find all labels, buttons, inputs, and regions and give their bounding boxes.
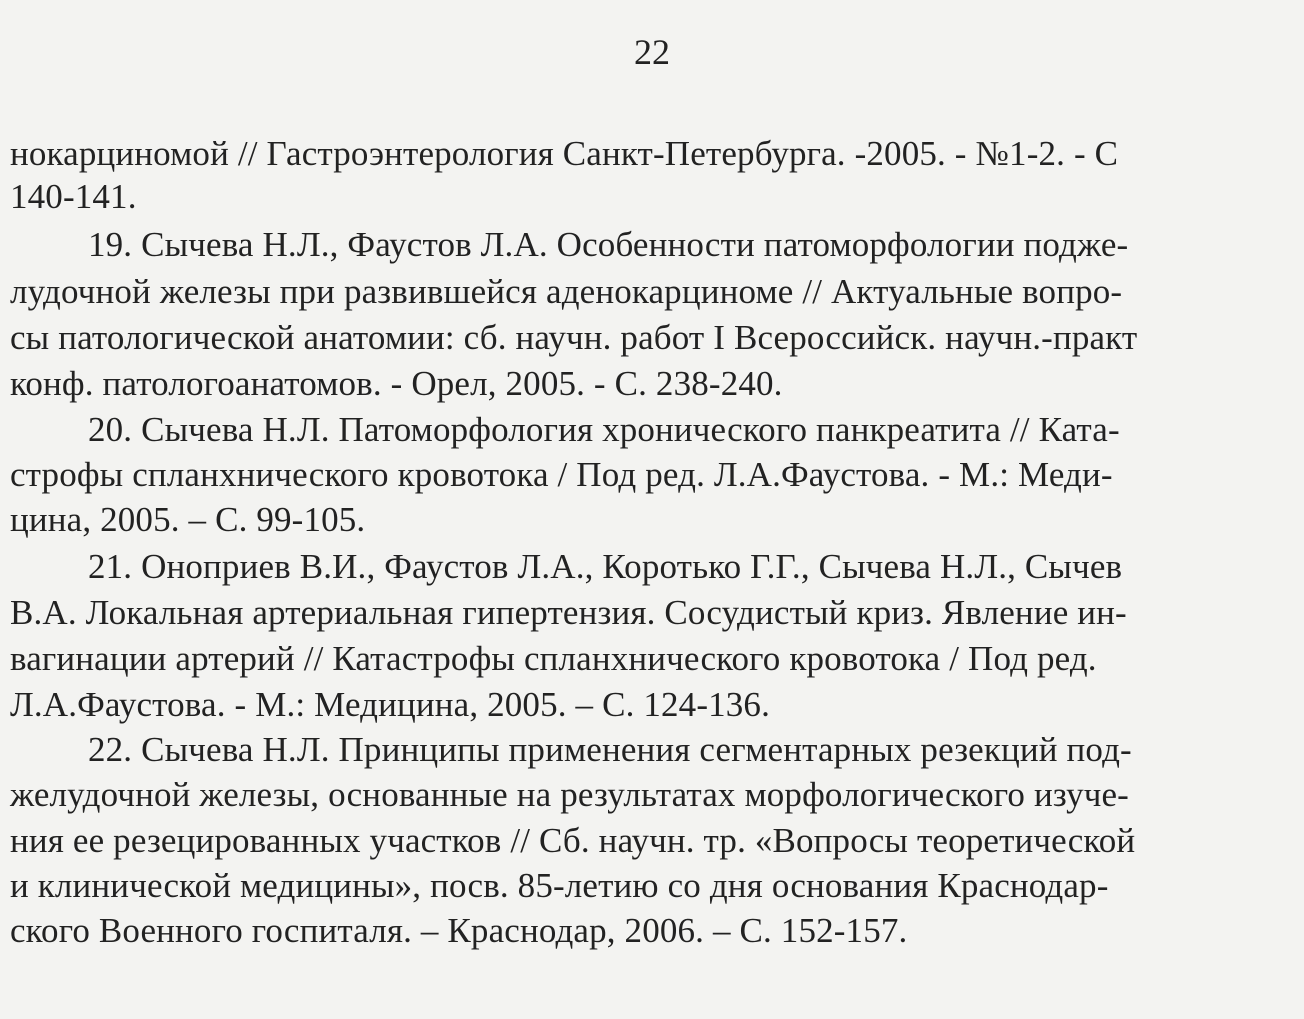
reference-22-line: 22. Сычева Н.Л. Принципы применения сегментарных резекций под- <box>88 730 1132 769</box>
text-line: вагинации артерий // Катастрофы спланхнического кровотока / Под ред. <box>10 639 1097 678</box>
text-line: ния ее резецированных участков // Сб. научн. тр. «Вопросы теоретической <box>10 821 1136 860</box>
text-line: нокарциномой // Гастроэнтерология Санкт-Петербурга. -2005. - №1-2. - С <box>10 134 1119 173</box>
text-line: и клинической медицины», посв. 85-летию со дня основания Краснодар- <box>10 866 1109 905</box>
text-line: желудочной железы, основанные на результатах морфологического изуче- <box>10 775 1129 814</box>
text-line: цина, 2005. – С. 99-105. <box>10 500 366 539</box>
text-line: сы патологической анатомии: сб. научн. работ I Всероссийск. научн.-практ <box>10 318 1138 357</box>
text-line: лудочной железы при развившейся аденокарциноме // Актуальные вопро- <box>10 272 1123 311</box>
text-line: 140-141. <box>10 177 137 216</box>
reference-20-line: 20. Сычева Н.Л. Патоморфология хронического панкреатита // Ката- <box>88 410 1120 449</box>
text-line: Л.А.Фаустова. - М.: Медицина, 2005. – С. 124-136. <box>10 685 770 724</box>
text-line: ского Военного госпиталя. – Краснодар, 2006. – С. 152-157. <box>10 911 908 950</box>
reference-21-line: 21. Оноприев В.И., Фаустов Л.А., Коротько Г.Г., Сычева Н.Л., Сычев <box>88 547 1123 586</box>
text-line: конф. патологоанатомов. - Орел, 2005. - С. 238-240. <box>10 364 783 403</box>
text-line: строфы спланхнического кровотока / Под ред. Л.А.Фаустова. - М.: Меди- <box>10 455 1113 494</box>
reference-19-line: 19. Сычева Н.Л., Фаустов Л.А. Особенности патоморфологии подже- <box>88 225 1129 264</box>
text-line: В.А. Локальная артериальная гипертензия. Сосудистый криз. Явление ин- <box>10 593 1127 632</box>
page-number: 22 <box>634 32 670 72</box>
